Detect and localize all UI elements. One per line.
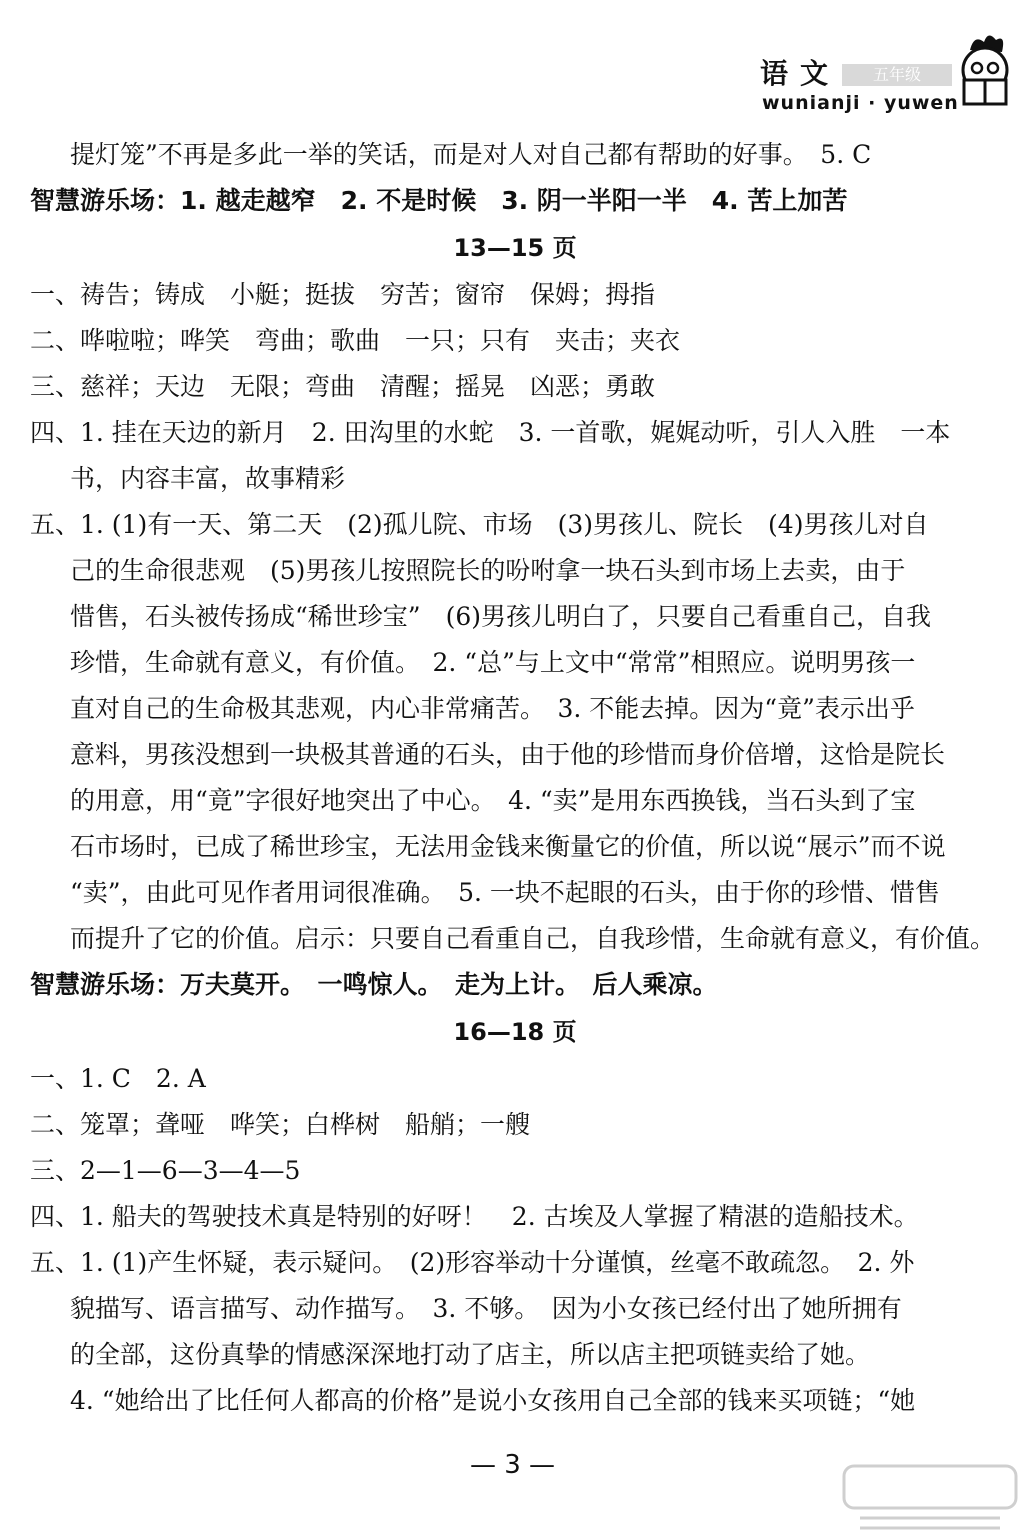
subject-title: 语文 xyxy=(760,57,841,90)
page-number: — 3 — xyxy=(469,1450,556,1480)
text-line: 一、1. C 2. A xyxy=(30,1064,206,1093)
text-line: 书，内容丰富，故事精彩 xyxy=(70,464,346,493)
section-heading: 13—15 页 xyxy=(453,234,577,262)
text-line: 4. “她给出了比任何人都高的价格”是说小女孩用自己全部的钱来买项链；“她 xyxy=(70,1386,916,1415)
text-line: 的用意，用“竟”字很好地突出了中心。 4. “卖”是用东西换钱，当石头到了宝 xyxy=(70,786,916,815)
text-line: 五、1. (1)有一天、第二天 (2)孤儿院、市场 (3)男孩儿、院长 (4)男孩儿对自 xyxy=(30,510,929,539)
text-line: 四、1. 挂在天边的新月 2. 田沟里的水蛇 3. 一首歌，娓娓动听，引人入胜 一本 xyxy=(30,418,951,447)
text-line: 二、哗啦啦；哗笑 弯曲；歌曲 一只；只有 夹击；夹衣 xyxy=(30,326,681,355)
text-line: 貌描写、语言描写、动作描写。 3. 不够。 因为小女孩已经付出了她所拥有 xyxy=(70,1294,902,1323)
text-line: 三、2—1—6—3—4—5 xyxy=(30,1156,301,1185)
watermark-logo-icon xyxy=(840,1462,1020,1534)
text-line: 的全部，这份真挚的情感深深地打动了店主，所以店主把项链卖给了她。 xyxy=(70,1340,871,1369)
text-line: 三、慈祥；天边 无限；弯曲 清醒；摇晃 凶恶；勇敢 xyxy=(30,372,656,401)
text-line: 一、祷告；铸成 小艇；挺拔 穷苦；窗帘 保姆；拇指 xyxy=(30,280,656,309)
text-line: 五、1. (1)产生怀疑，表示疑问。 (2)形容举动十分谨慎，丝毫不敢疏忽。 2. 外 xyxy=(30,1248,915,1277)
subject-pinyin: wunianji · yuwen xyxy=(762,92,959,114)
text-line: 直对自己的生命极其悲观，内心非常痛苦。 3. 不能去掉。因为“竟”表示出乎 xyxy=(70,694,915,723)
text-line: 智慧游乐场：万夫莫开。 一鸣惊人。 走为上计。 后人乘凉。 xyxy=(30,970,718,999)
text-line: 智慧游乐场：1. 越走越窄 2. 不是时候 3. 阴一半阳一半 4. 苦上加苦 xyxy=(30,186,848,215)
page-header xyxy=(0,0,1025,120)
text-line: “卖”，由此可见作者用词很准确。 5. 一块不起眼的石头，由于你的珍惜、惜售 xyxy=(70,878,940,907)
text-line: 珍惜，生命就有意义，有价值。 2. “总”与上文中“常常”相照应。说明男孩一 xyxy=(70,648,916,677)
text-line: 意料，男孩没想到一块极其普通的石头，由于他的珍惜而身价倍增，这恰是院长 xyxy=(70,740,946,769)
answer-text-body xyxy=(30,132,1000,1424)
text-line: 石市场时，已成了稀世珍宝，无法用金钱来衡量它的价值，所以说“展示”而不说 xyxy=(70,832,946,861)
text-line: 惜售，石头被传扬成“稀世珍宝” (6)男孩儿明白了，只要自己看重自己，自我 xyxy=(70,602,931,631)
text-line: 四、1. 船夫的驾驶技术真是特别的好呀！ 2. 古埃及人掌握了精湛的造船技术。 xyxy=(30,1202,919,1231)
text-line: 提灯笼”不再是多此一举的笑话，而是对人对自己都有帮助的好事。 5. C xyxy=(70,140,872,169)
text-line: 己的生命很悲观 (5)男孩儿按照院长的吩咐拿一块石头到市场上去卖，由于 xyxy=(70,556,906,585)
text-line: 二、笼罩；聋哑 哗笑；白桦树 船艄；一艘 xyxy=(30,1110,531,1139)
text-line: 而提升了它的价值。启示：只要自己看重自己，自我珍惜，生命就有意义，有价值。 xyxy=(70,924,996,953)
grade-badge: 五年级 xyxy=(842,64,952,86)
mascot-reading-icon xyxy=(950,28,1020,108)
section-heading: 16—18 页 xyxy=(453,1018,577,1046)
